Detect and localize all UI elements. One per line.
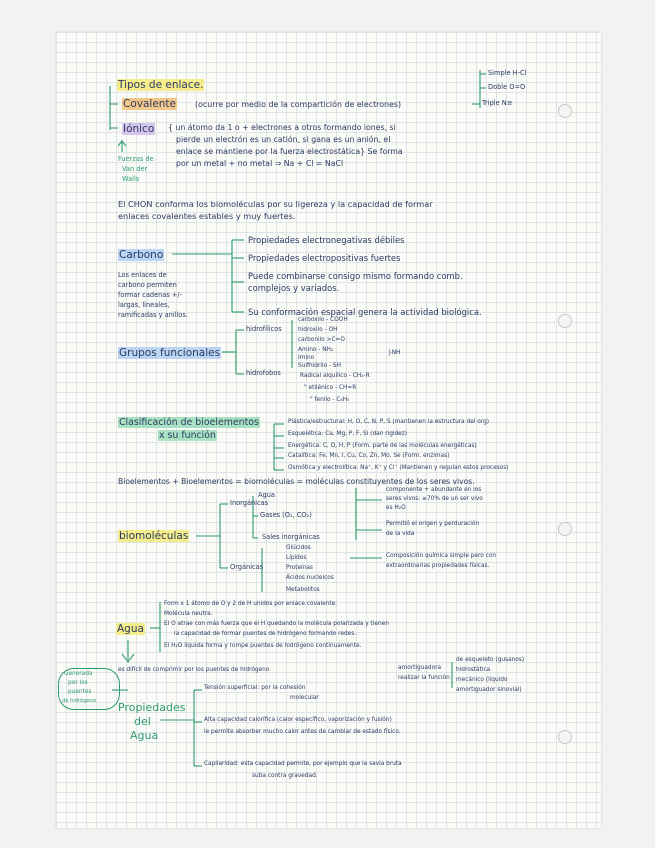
amortiguadora: amortiguadora xyxy=(398,665,442,671)
agua-title: Agua xyxy=(117,623,144,635)
agua-line: es difícil de comprimir por los puentes de hidrógeno xyxy=(118,667,270,673)
propiedades-title: del xyxy=(134,715,151,728)
amort-item: amortiguador sinovial) xyxy=(456,687,522,693)
amortiguadora-note: realizar la función xyxy=(398,675,450,681)
clasificacion-item: Osmótica y electrolítica: Na⁺, K⁺ y Cl⁻ (Mantienen y regulan estos procesos) xyxy=(288,465,509,471)
agua-line: El H₂O líquida forma y rompe puentes de hidrógeno continuamente. xyxy=(164,643,362,649)
inorg-gases: Gases (O₂, CO₂) xyxy=(260,511,312,519)
clasificacion-title: Clasificación de bioelementos xyxy=(119,417,259,428)
inorg-sales: Sales inorgánicas xyxy=(262,533,320,541)
grupo-item: Amino - NH₂ xyxy=(298,347,334,353)
ionico-line4: por un metal + no metal ⇒ Na + Cl = NaCl xyxy=(176,159,344,168)
capilaridad-2: suba contra gravedad. xyxy=(252,773,318,779)
biomoleculas-formula: Bioelementos + Bioelementos = biomoléculas = moléculas constituyentes de los seres vivos. xyxy=(118,477,475,486)
clasificacion-subtitle: x su función xyxy=(159,430,216,441)
enlace-simple: Simple H-Cl xyxy=(488,69,527,77)
amort-item: de esqueleto (gusanos) xyxy=(456,657,525,663)
carbono-prop3a: Puede combinarse consigo mismo formando comb. xyxy=(248,271,463,281)
agua-note: seres vivos: ≥70% de un ser vivo xyxy=(386,496,483,502)
vdw-3: Walls xyxy=(122,175,140,183)
org-item: Ácidos nucleicos xyxy=(286,575,334,581)
carbono-prop2: Propiedades electropositivas fuertes xyxy=(248,253,401,263)
grupo-etilenico: " etilénico - CH=R xyxy=(304,385,357,391)
binder-hole xyxy=(558,522,572,536)
grupo-fenilo: " fenilo - C₆H₅ xyxy=(310,397,350,403)
generada-text: de hidrógeno xyxy=(62,698,97,704)
inorg-agua: Agua xyxy=(258,491,275,499)
agua-line: El O atrae con más fuerza que el H quedando la molécula polarizada y tienen xyxy=(164,621,389,627)
carbono-title: Carbono xyxy=(119,249,164,261)
carbono-desc: Los enlaces de xyxy=(118,271,167,279)
amort-item: hidrostática xyxy=(456,667,491,673)
grupo-item: hidroxilo - OH xyxy=(298,327,338,333)
imino-nh: }NH xyxy=(388,350,401,356)
clasificacion-item: Plástica/estructural: H, O, C, N, P, S (mantienen la estructura del org) xyxy=(288,419,490,425)
ionico-label: Iónico xyxy=(123,123,155,135)
generada-text: Generada xyxy=(64,671,93,677)
vdw-2: Van der xyxy=(122,165,148,173)
chon-line2: enlaces covalentes estables y muy fuertes. xyxy=(118,211,296,221)
grupo-item: carboxilo - COOH xyxy=(298,317,348,323)
tension-superficial-2: molecular xyxy=(290,695,319,701)
agua-line: Form x 1 átomo de O y 2 de H unidos por enlace covalente. xyxy=(164,601,337,607)
clasificacion-item: Energética: C, O, H, P (Form. parte de las moléculas energéticas) xyxy=(288,443,477,449)
propiedades-title: Propiedades xyxy=(118,701,186,714)
agua-line: la capacidad de formar puentes de hidrógeno formando redes. xyxy=(174,631,357,637)
binder-hole xyxy=(558,314,572,328)
carbono-prop4: Su conformación espacial genera la actividad biológica. xyxy=(248,307,482,317)
org-item: Lípidos xyxy=(286,555,307,561)
grupo-item: Imino xyxy=(298,355,315,361)
inorganicas-label: Inorgánicas xyxy=(230,499,269,507)
org-item: Metabolitos xyxy=(286,587,320,593)
capilaridad: Capilaridad: esta capacidad permite, por ejemplo que la savia bruta xyxy=(204,761,402,767)
grupo-radical: Radical alquílico - CH₂-R xyxy=(300,373,370,379)
org-note: Composición química simple pero con xyxy=(386,553,497,559)
amort-item: mecánico (líquido xyxy=(456,677,508,683)
org-note: extraordinarias propiedades físicas. xyxy=(386,563,490,569)
org-item: Glúcidos xyxy=(286,545,311,551)
hidrofobos-label: hidrofobos xyxy=(246,369,281,377)
clasificacion-item: Catalítica: Fe, Mn, I, Cu, Co, Zn, Mo, Se (Form. enzimas) xyxy=(288,453,450,459)
chon-line1: El CHON conforma los biomoléculas por su ligereza y la capacidad de formar xyxy=(118,199,433,209)
org-item: Proteínas xyxy=(286,565,313,571)
propiedades-title: Agua xyxy=(130,729,159,742)
enlace-triple: Triple N≡ xyxy=(482,99,513,107)
grupo-item: carbonilo >C=O xyxy=(298,337,345,343)
ionico-line3: enlace se mantiene por la fuerza electrostática} Se forma xyxy=(176,147,403,156)
hidrofilicos-label: hidrofílicos xyxy=(246,325,282,333)
agua-note: Permitió el origen y perduración xyxy=(386,521,480,527)
agua-note: de la vida xyxy=(386,531,415,537)
carbono-desc: carbono permiten xyxy=(118,281,177,289)
tension-superficial: Tensión superficial: por la cohesión xyxy=(204,685,306,691)
carbono-desc: ramificadas y anillos. xyxy=(118,311,188,319)
carbono-prop3b: complejos y variados. xyxy=(248,283,340,293)
carbono-prop1: Propiedades electronegativas débiles xyxy=(248,235,405,245)
covalente-desc: (ocurre por medio de la compartición de electrones) xyxy=(195,100,402,109)
generada-text: puentes xyxy=(68,689,92,695)
organicas-label: Orgánicas xyxy=(230,563,264,571)
binder-hole xyxy=(558,730,572,744)
clasificacion-item: Esquelética: Ca, Mg, P, F, Si (dan rigidez) xyxy=(288,431,408,437)
carbono-desc: formar cadenas +/- xyxy=(118,291,183,299)
ionico-line2: pierde un electrón es un catión, si gana es un anión, el xyxy=(176,135,391,144)
ionico-line1: { un átomo da 1 o + electrones a otros formando iones, si xyxy=(168,123,396,132)
enlace-doble: Doble O=O xyxy=(488,83,526,91)
agua-note: es H₂O xyxy=(386,505,406,511)
enlaces-title: Tipos de enlace. xyxy=(118,79,204,91)
vdw-1: Fuerzas de xyxy=(118,155,154,163)
grupos-title: Grupos funcionales xyxy=(119,347,221,359)
biomoleculas-title: biomoléculas xyxy=(119,530,189,542)
grupo-item: Sulfhidrilo - SH xyxy=(298,363,341,369)
agua-line: Molécula neutra. xyxy=(164,611,213,617)
generada-text: por los xyxy=(68,680,88,686)
capacidad-calorifica-2: le permite absorber mucho calor antes de cambiar de estado físico. xyxy=(204,729,401,735)
capacidad-calorifica: Alta capacidad calorífica (calor específico, vaporización y fusión) xyxy=(204,717,392,723)
carbono-desc: largas, lineales, xyxy=(118,301,170,309)
covalente-label: Covalente xyxy=(123,98,177,110)
agua-note: componente + abundante en los xyxy=(386,487,482,493)
binder-hole xyxy=(558,104,572,118)
